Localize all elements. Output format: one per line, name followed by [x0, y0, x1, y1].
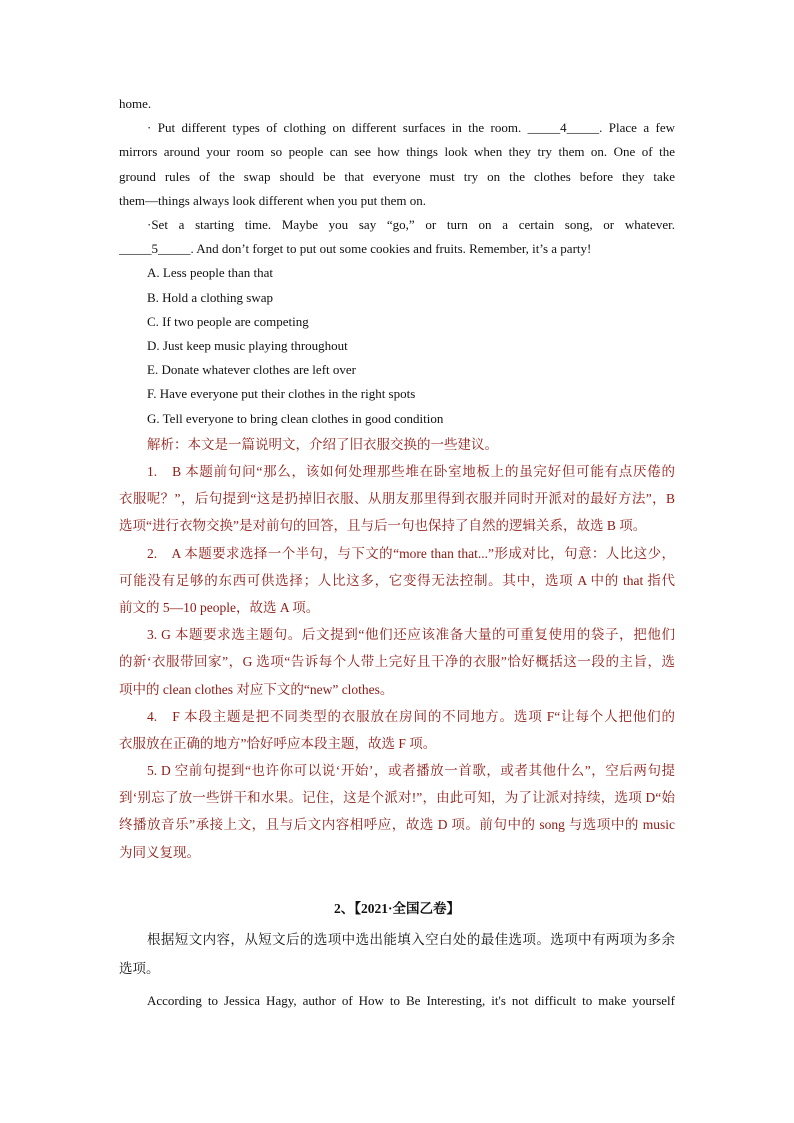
- option-c: C. If two people are competing: [147, 313, 309, 329]
- passage-line: ·Set a starting time. Maybe you say “go,” or turn on a certain song, or whatever.: [147, 216, 675, 232]
- analysis-line: 2. A 本题要求选择一个半句，与下文的“more than that...”形成对比，句意：人比这少，: [147, 545, 675, 561]
- analysis-item-3: [119, 621, 675, 703]
- analysis-line: 前文的 5—10 people，故选 A 项。: [119, 599, 320, 615]
- option-b: B. Hold a clothing swap: [147, 289, 274, 305]
- analysis-line: 4. F 本段主题是把不同类型的衣服放在房间的不同地方。选项 F“让每个人把他们的: [147, 708, 675, 724]
- instruction-line: 选项。: [119, 961, 160, 977]
- analysis-line: 衣服呢？”，后句提到“这是扔掉旧衣服、从朋友那里得到衣服并同时开派对的最好方法”，B: [119, 491, 675, 507]
- options-list: [119, 261, 675, 430]
- document-page: [119, 92, 675, 1013]
- option-a: A. Less people than that: [147, 265, 273, 281]
- analysis-line: 3. G 本题要求选主题句。后文提到“他们还应该准备大量的可重复使用的袋子，把他们: [147, 627, 675, 643]
- option-e: E. Donate whatever clothes are left over: [147, 362, 356, 378]
- passage-line: home.: [119, 96, 152, 111]
- analysis-line: 的新‘衣服带回家”，G 选项“告诉每个人带上完好且干净的衣服”恰好概括这一段的主旨，选: [119, 654, 675, 670]
- section-2: [119, 897, 675, 1013]
- passage: [119, 92, 675, 261]
- passage-line: mirrors around your room so people can see how things look when they try them on. One of the: [119, 144, 675, 160]
- analysis-intro: 解析：本文是一篇说明文，介绍了旧衣服交换的一些建议。: [147, 436, 498, 452]
- option-g: G. Tell everyone to bring clean clothes in good condition: [147, 410, 444, 426]
- analysis-item-2: [119, 540, 675, 622]
- passage-line: them—things always look different when you put them on.: [119, 192, 427, 208]
- option-d: D. Just keep music playing throughout: [147, 337, 348, 353]
- analysis-line: 1. B 本题前句问“那么，该如何处理那些堆在卧室地板上的虽完好但可能有点厌倦的: [147, 463, 675, 479]
- passage-start-line: According to Jessica Hagy, author of How to Be Interesting, it's not difficult to make yourself: [147, 992, 675, 1008]
- analysis: [119, 431, 675, 866]
- analysis-item-1: [119, 458, 675, 540]
- analysis-line: 项中的 clean clothes 对应下文的“new” clothes。: [119, 681, 394, 697]
- analysis-line: 衣服放在正确的地方”恰好呼应本段主题，故选 F 项。: [119, 735, 437, 751]
- analysis-line: 可能没有足够的东西可供选择；人比这多，它变得无法控制。其中，选项 A 中的 that 指代: [119, 572, 675, 588]
- option-f: F. Have everyone put their clothes in the right spots: [147, 386, 416, 402]
- passage-line: · Put different types of clothing on different surfaces in the room. _____4_____. Place a few: [147, 120, 675, 136]
- analysis-line: 为同义复现。: [119, 844, 200, 860]
- analysis-item-5: [119, 757, 675, 866]
- analysis-item-4: [119, 703, 675, 757]
- passage-line: ground rules of the swap should be that everyone must try on the clothes before they take: [119, 168, 675, 184]
- instruction-line: 根据短文内容，从短文后的选项中选出能填入空白处的最佳选项。选项中有两项为多余: [147, 931, 675, 947]
- analysis-line: 终播放音乐”承接上文，且与后文内容相呼应，故选 D 项。前句中的 song 与选项中的 music: [119, 817, 675, 833]
- analysis-line: 到‘别忘了放一些饼干和水果。记住，这是个派对!”，由此可知，为了让派对持续，选项 D“始: [119, 790, 675, 806]
- passage-line: _____5_____. And don’t forget to put out some cookies and fruits. Remember, it’s a party!: [119, 241, 592, 257]
- analysis-line: 5. D 空前句提到“也许你可以说‘开始’，或者播放一首歌，或者其他什么”，空后两句提: [147, 763, 675, 779]
- analysis-line: 选项“进行衣物交换”是对前句的回答，且与后一句也保持了自然的逻辑关系，故选 B 项。: [119, 518, 647, 534]
- section-title: 2、【2021·全国乙卷】: [333, 900, 460, 916]
